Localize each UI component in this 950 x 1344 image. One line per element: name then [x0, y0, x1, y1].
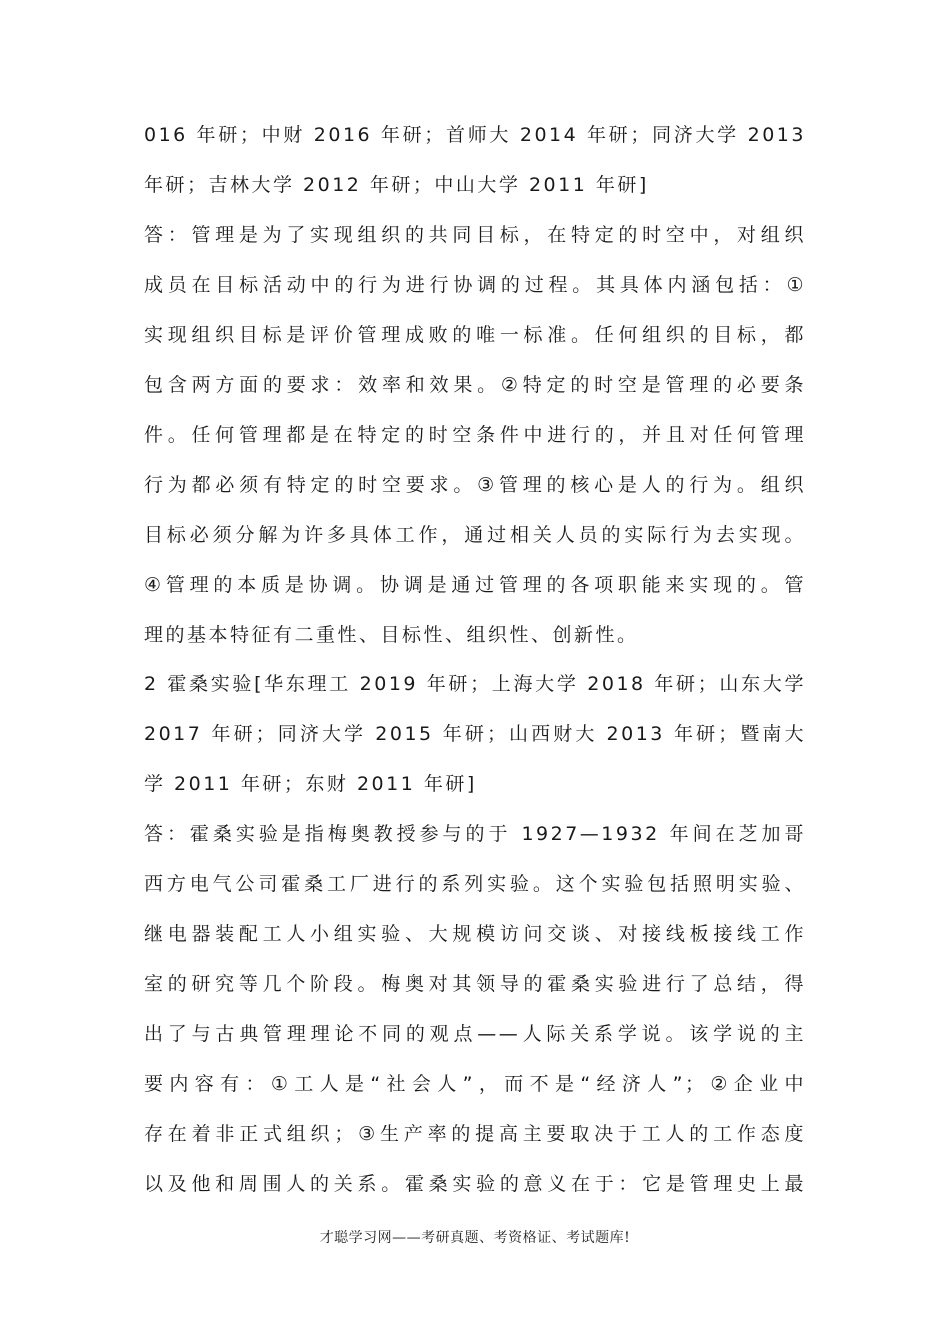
body-text-line: 行为都必须有特定的时空要求。③管理的核心是人的行为。组织: [144, 474, 806, 496]
body-text-line: 016 年研；中财 2016 年研；首师大 2014 年研；同济大学 2013: [144, 124, 806, 146]
body-text-line: 继电器装配工人小组实验、大规模访问交谈、对接线板接线工作: [144, 923, 806, 945]
body-text-line: 出了与古典管理理论不同的观点——人际关系学说。该学说的主: [144, 1023, 806, 1045]
body-text-line: 件。任何管理都是在特定的时空条件中进行的，并且对任何管理: [144, 424, 806, 446]
body-text-line: 西方电气公司霍桑工厂进行的系列实验。这个实验包括照明实验、: [144, 873, 806, 895]
body-text-line: 包含两方面的要求：效率和效果。②特定的时空是管理的必要条: [144, 374, 806, 396]
body-text-line: ④管理的本质是协调。协调是通过管理的各项职能来实现的。管: [144, 574, 806, 596]
body-text-line: 实现组织目标是评价管理成败的唯一标准。任何组织的目标，都: [144, 324, 806, 346]
body-text-line: 年研；吉林大学 2012 年研；中山大学 2011 年研]: [144, 174, 649, 196]
body-text-line: 要内容有：①工人是“社会人”，而不是“经济人”；②企业中: [144, 1073, 806, 1095]
body-text-line: 答：管理是为了实现组织的共同目标，在特定的时空中，对组织: [144, 224, 806, 246]
section-heading-line: 学 2011 年研；东财 2011 年研]: [144, 773, 477, 795]
body-text-line: 成员在目标活动中的行为进行协调的过程。其具体内涵包括：①: [144, 274, 806, 296]
body-text-line: 存在着非正式组织；③生产率的提高主要取决于工人的工作态度: [144, 1123, 806, 1145]
body-text-line: 室的研究等几个阶段。梅奥对其领导的霍桑实验进行了总结，得: [144, 973, 806, 995]
body-text-line: 答：霍桑实验是指梅奥教授参与的于 1927—1932 年间在芝加哥: [144, 823, 806, 845]
body-text-line: 目标必须分解为许多具体工作，通过相关人员的实际行为去实现。: [144, 524, 806, 546]
section-heading-line: 2017 年研；同济大学 2015 年研；山西财大 2013 年研；暨南大: [144, 723, 806, 745]
section-heading-line: 2 霍桑实验[华东理工 2019 年研；上海大学 2018 年研；山东大学: [144, 673, 806, 695]
body-text-line: 以及他和周围人的关系。霍桑实验的意义在于：它是管理史上最: [144, 1173, 806, 1195]
page-footer: 才聪学习网——考研真题、考资格证、考试题库!: [319, 1230, 631, 1246]
body-text-line: 理的基本特征有二重性、目标性、组织性、创新性。: [144, 624, 639, 646]
